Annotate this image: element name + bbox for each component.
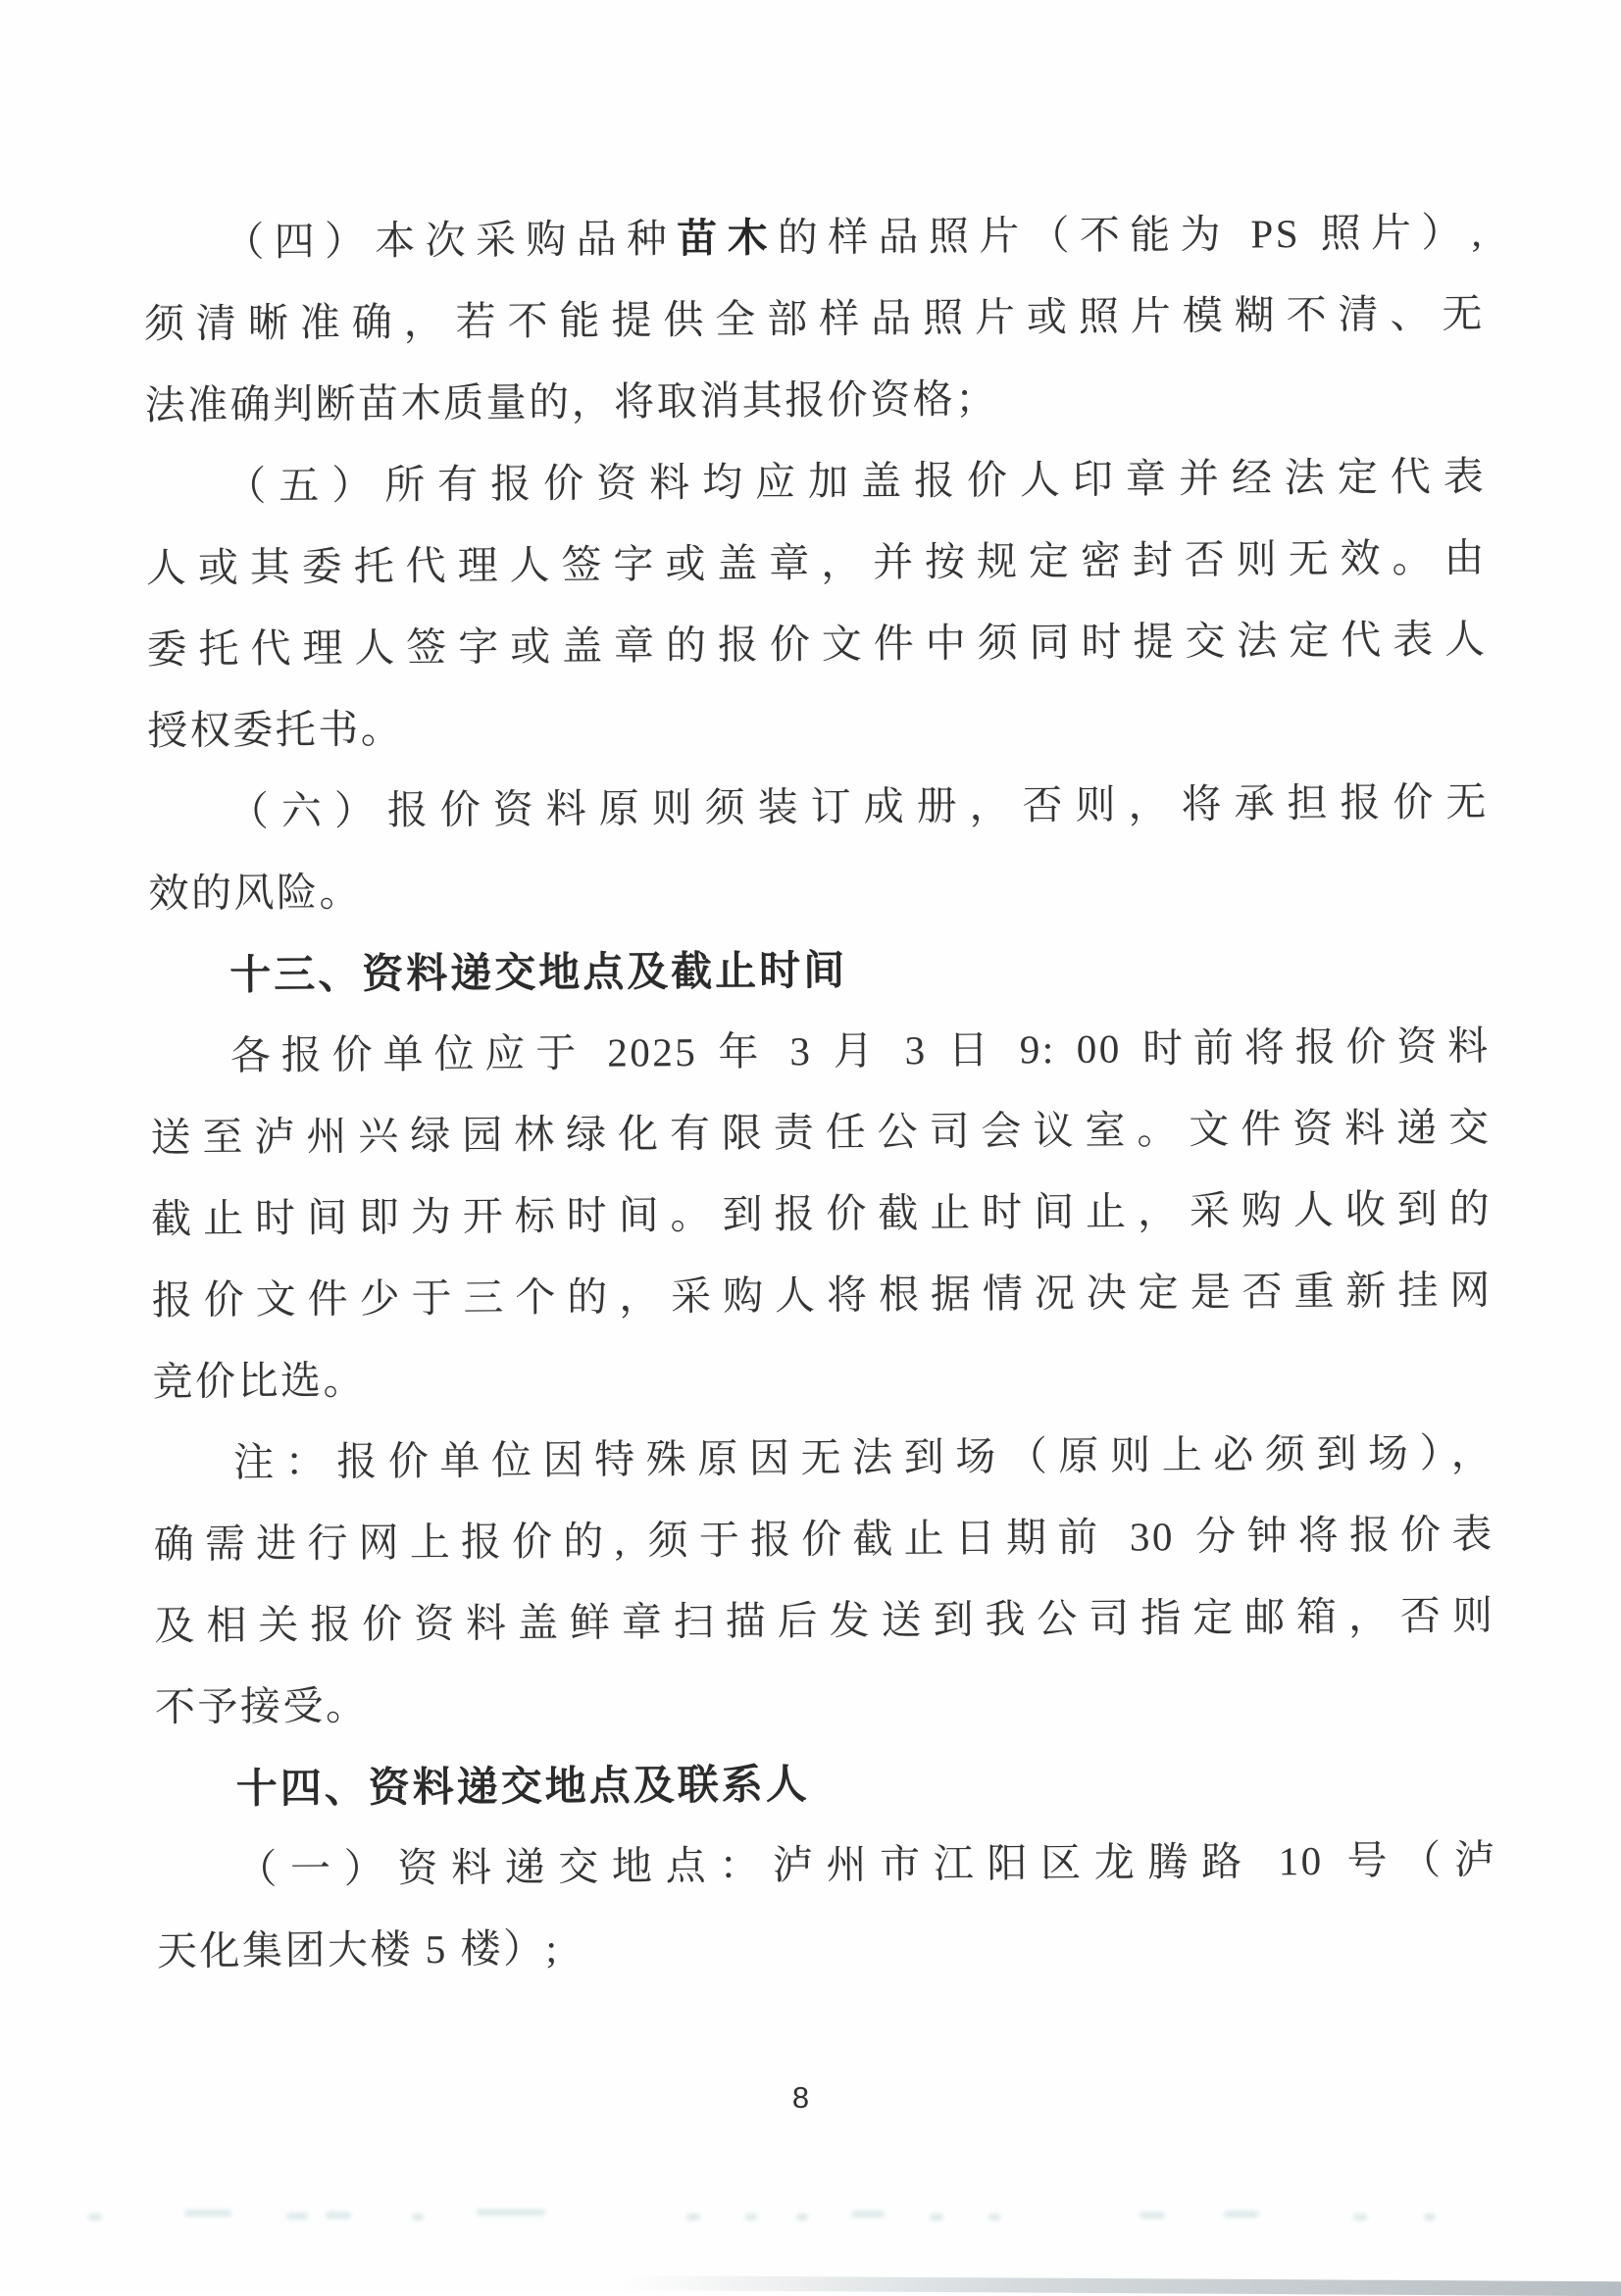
doc-line: 截止时间即为开标时间。到报价截止时间止，采购人收到的	[151, 1169, 1493, 1261]
section-heading-13: 十三、资料递交地点及截止时间	[149, 924, 1491, 1017]
doc-line: 授权委托书。	[147, 680, 1489, 773]
doc-line: 送至泸州兴绿园林绿化有限责任公司会议室。文件资料递交	[150, 1087, 1492, 1179]
scan-artifact-bottom-edge	[618, 2275, 1621, 2296]
doc-line: 委托代理人签字或盖章的报价文件中须同时提交法定代表人	[146, 599, 1488, 691]
doc-line	[143, 192, 1485, 284]
doc-line: （一）资料递交地点：泸州市江阳区龙腾路 10 号（泸	[156, 1820, 1497, 1912]
doc-line-bold-term: 苗木	[677, 215, 778, 261]
doc-line: 各报价单位应于 2025 年 3 月 3 日 9: 00 时前将报价资料	[150, 1006, 1492, 1098]
doc-line: 竞价比选。	[152, 1331, 1494, 1423]
doc-line: 报价文件少于三个的，采购人将根据情况决定是否重新挂网	[151, 1250, 1493, 1342]
page-number: 8	[0, 2080, 1601, 2116]
doc-line: 及相关报价资料盖鲜章扫描后发送到我公司指定邮箱，否则	[154, 1575, 1495, 1668]
doc-line: 注：报价单位因特殊原因无法到场（原则上必须到场），	[153, 1413, 1494, 1505]
doc-line: 须清晰准确，若不能提供全部样品照片或照片模糊不清、无	[144, 274, 1486, 366]
doc-line: 天化集团大楼 5 楼）;	[157, 1901, 1498, 1993]
document-body	[143, 192, 1497, 1993]
doc-line: （五）所有报价资料均应加盖报价人印章并经法定代表	[145, 436, 1487, 528]
doc-line-text: 的样品照片（不能为 PS 照片）,	[778, 210, 1485, 261]
scan-artifact-smudges	[0, 2208, 1621, 2225]
doc-line: 效的风险。	[148, 843, 1490, 935]
doc-line: 法准确判断苗木质量的，将取消其报价资格；	[144, 355, 1486, 447]
doc-line: （六）报价资料原则须装订成册，否则，将承担报价无	[148, 762, 1490, 854]
doc-line-text: （四）本次采购品种	[224, 216, 677, 265]
doc-line: 确需进行网上报价的, 须于报价截止日期前 30 分钟将报价表	[153, 1494, 1494, 1586]
doc-line: 不予接受。	[155, 1657, 1496, 1749]
section-heading-14: 十四、资料递交地点及联系人	[155, 1738, 1496, 1830]
doc-line: 人或其委托代理人签字或盖章，并按规定密封否则无效。由	[146, 518, 1488, 610]
